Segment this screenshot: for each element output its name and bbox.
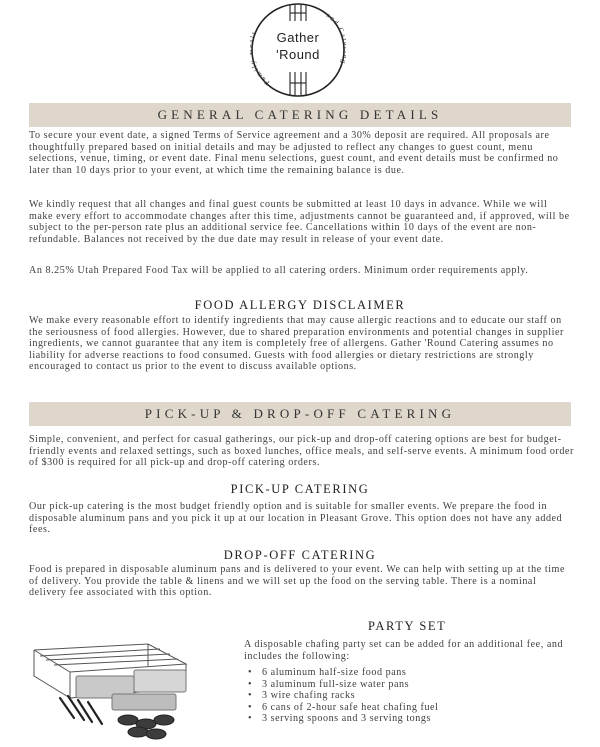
list-item-text: 3 serving spoons and 3 serving tongs: [262, 713, 431, 725]
logo-arc-left: Famil s: [250, 29, 272, 87]
list-item-text: 6 aluminum half-size food pans: [262, 667, 407, 678]
list-item-text: 6 cans of 2-hour safe heat chafing fuel: [262, 701, 439, 713]
party-set-list: [248, 667, 438, 725]
bullet: •: [248, 678, 253, 690]
dropoff-paragraph: Food is prepared in disposable aluminum pans and is delivered to your event. We can help with setting up at the time of delivery. You provide the table & linens and we will set up the food on the serving table. There is a nominal delivery fee associated with this option.: [29, 564, 565, 599]
bullet: •: [248, 713, 253, 725]
list-item: [248, 690, 438, 702]
allergy-heading: FOOD ALLERGY DISCLAIMER: [194, 298, 406, 312]
logo-word-gather: Gather: [276, 30, 320, 45]
dropoff-heading: DROP-OFF CATERING: [223, 548, 377, 562]
general-paragraph-deposit: To secure your event date, a signed Terms of Service agreement and a 30% deposit are required. All proposals are thoughtfully prepared based on initial details and may be adjusted to reflect any changes to guest count, menu selections, venue, timing, or event date. Final menu selections, guest count, and event details must be confirmed no later than 10 days prior to your event, at which time the remaining balance is due.: [29, 130, 559, 176]
logo-arc-right: and C: [324, 11, 346, 36]
list-item: [248, 667, 438, 679]
pickup-dropoff-intro: Simple, convenient, and perfect for casual gatherings, our pick-up and drop-off catering options are best for budget-friendly events and relaxed settings, such as boxed lunches, office meals, and self-serve events. A minimum food order of $300 is required for all pick-up and drop-off catering orders.: [29, 434, 574, 469]
bullet: •: [248, 690, 253, 702]
general-catering-heading: GENERAL CATERING DETAILS: [29, 103, 571, 127]
general-paragraph-tax: An 8.25% Utah Prepared Food Tax will be applied to all catering orders. Minimum order requirements apply.: [29, 265, 529, 276]
list-item: [248, 679, 438, 691]
party-set-intro: A disposable chafing party set can be added for an additional fee, and includes the following:: [244, 639, 564, 662]
chafing-set-image: [30, 636, 190, 740]
allergy-paragraph: We make every reasonable effort to identify ingredients that may cause allergic reactions and to educate our staff on the seriousness of food allergies. However, due to shared preparation environments and potential changes in supplier ingredients, we cannot guarantee that any item is completely free of allergens. Gather 'Round Catering assumes no liability for adverse reactions to food consumed. Guests with food allergies or dietary restrictions are strongly encouraged to contact us prior to the event to discuss available options.: [29, 315, 564, 373]
list-item-text: 3 wire chafing racks: [262, 690, 356, 702]
pickup-heading: PICK-UP CATERING: [230, 482, 370, 496]
logo-word-round: 'Round: [276, 47, 320, 62]
list-item: [248, 702, 438, 714]
party-set-heading: PARTY SET: [368, 619, 447, 633]
logo: [250, 2, 346, 98]
list-item-text: 3 aluminum full-size water pans: [262, 678, 410, 690]
general-paragraph-changes: We kindly request that all changes and final guest counts be submitted at least 10 days in advance. While we will make every effort to accommodate changes after this time, adjustments cannot be guaranteed and, if approved, will be subject to the per-person rate plus an additional service fee. Cancellations within 10 days of the event are non-refundable. Balances not received by the due date may result in release of your event date.: [29, 199, 570, 245]
pickup-dropoff-heading: PICK-UP & DROP-OFF CATERING: [29, 402, 571, 426]
bullet: •: [248, 701, 253, 713]
bullet: •: [248, 667, 253, 678]
list-item: [248, 713, 438, 725]
pickup-paragraph: Our pick-up catering is the most budget friendly option and is suitable for smaller events. We prepare the food in disposable aluminum pans and you pick it up at our location in Pleasant Grove. This option does not have any added fees.: [29, 501, 563, 536]
